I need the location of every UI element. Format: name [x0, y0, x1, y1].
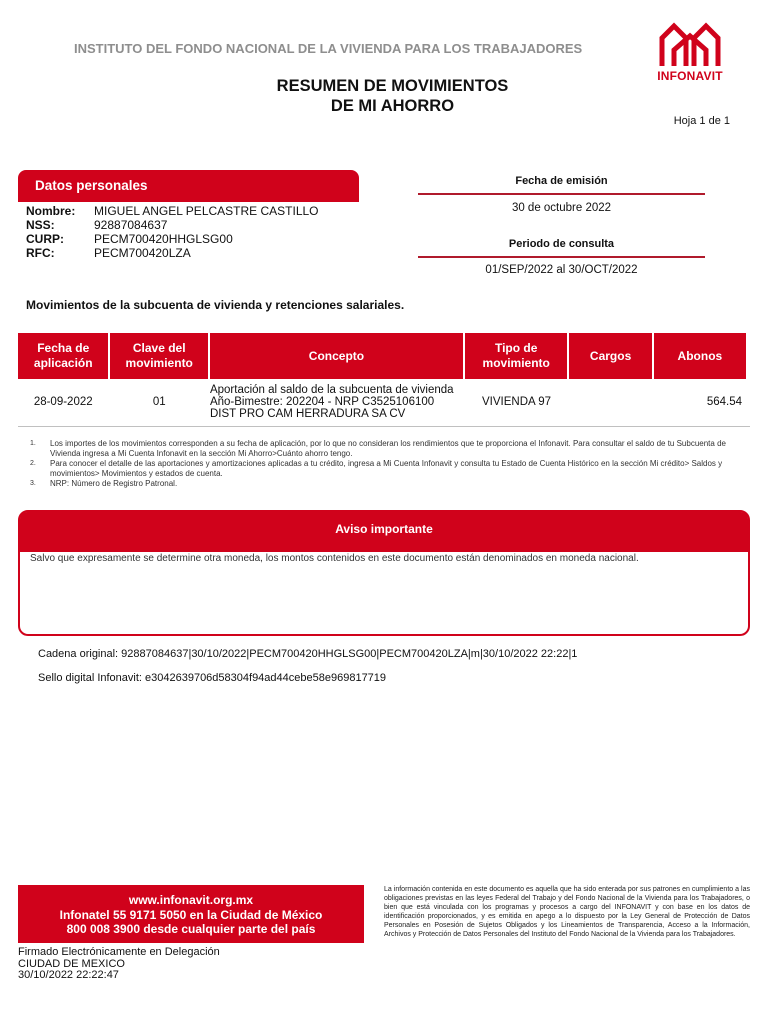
legal-notice: La información contenida en este documento es aquella que ha sido enterada por sus patrones en cumplimiento a las obligaciones previstas en las leyes Federal del Trabajo y del Fondo Nacional de la Vivienda para los Trabajadores, o bien que está vinculada con los programas y procesos a cargo del INFONAVIT y con base en los datos de identificación proporcionados, y es emitida en apego a lo dispuesto por la Ley General de Protección de Datos Personales en Posesión de Sujetos Obligados y los Lineamientos de Transparencia, Acceso a la Información, Archivos y Protección de Datos Personales del Instituto del Fondo Nacional de la Vivienda para los Trabajadores.	[384, 886, 750, 938]
website-link[interactable]: www.infonavit.org.mx	[128, 893, 254, 907]
footnote	[30, 439, 750, 459]
footnote-number: 1.	[30, 440, 36, 447]
footnote-number: 2.	[30, 460, 36, 467]
footnote-text: NRP: Número de Registro Patronal.	[50, 479, 178, 488]
column-header-concepto: Concepto	[210, 333, 463, 379]
digital-seal: Sello digital Infonavit: e3042639706d58304f94ad44cebe58e969817719	[38, 672, 387, 684]
column-header-clave	[110, 333, 208, 379]
phone-cdmx: Infonatel 55 9171 5050 en la Ciudad de México	[59, 907, 323, 922]
movements-table	[16, 333, 748, 425]
contact-box	[18, 885, 364, 943]
field-value: MIGUEL ANGEL PELCASTRE CASTILLO	[94, 204, 319, 218]
title-line-2: DE MI AHORRO	[330, 97, 455, 115]
column-header-cargos: Cargos	[569, 333, 651, 379]
personal-row-nss	[26, 218, 319, 232]
cell-cargos	[569, 379, 651, 425]
cell-concepto	[210, 379, 463, 425]
notice-header: Aviso importante	[20, 512, 748, 552]
divider	[18, 426, 750, 427]
footnotes	[30, 439, 750, 489]
logo-text: INFONAVIT	[657, 69, 723, 83]
emission-date-label: Fecha de emisión	[515, 175, 608, 187]
field-label: CURP:	[26, 232, 64, 246]
movements-section-title: Movimientos de la subcuenta de vivienda y retenciones salariales.	[26, 298, 405, 312]
signature-line: CIUDAD DE MEXICO	[18, 957, 125, 970]
footnote	[30, 459, 750, 479]
header-line: Fecha de	[37, 341, 90, 355]
column-header-fecha	[18, 333, 108, 379]
footnote-number: 3.	[30, 480, 36, 487]
cell-fecha: 28-09-2022	[33, 396, 93, 408]
concepto-line: DIST PRO CAM HERRADURA SA CV	[209, 408, 406, 420]
personal-row-rfc	[26, 246, 319, 260]
field-label: RFC:	[26, 246, 55, 260]
header-line: movimiento	[125, 356, 193, 370]
notice-text: Salvo que expresamente se determine otra moneda, los montos contenidos en este documento están denominados en moneda nacional.	[30, 553, 639, 564]
institute-name: INSTITUTO DEL FONDO NACIONAL DE LA VIVIENDA PARA LOS TRABAJADORES	[74, 41, 583, 56]
period-value: 01/SEP/2022 al 30/OCT/2022	[485, 264, 638, 276]
personal-row-curp	[26, 232, 319, 246]
field-label: NSS:	[26, 218, 55, 232]
header-line: aplicación	[33, 356, 93, 370]
field-value: PECM700420HHGLSG00	[94, 232, 233, 246]
cell-tipo: VIVIENDA 97	[481, 396, 552, 408]
signature-line: 30/10/2022 22:22:47	[18, 969, 119, 981]
column-header-tipo	[465, 333, 567, 379]
cell-clave: 01	[152, 396, 166, 408]
header-line: Tipo de	[494, 341, 538, 355]
header-line: Clave del	[132, 341, 186, 355]
phone-national: 800 008 3900 desde cualquier parte del país	[66, 922, 316, 936]
field-label: Nombre:	[26, 204, 76, 218]
personal-row-nombre	[26, 204, 319, 218]
divider	[418, 256, 705, 258]
table-row	[18, 379, 746, 425]
signature-line: Firmado Electrónicamente en Delegación	[18, 946, 220, 958]
table-header-row	[18, 333, 746, 379]
personal-data-header: Datos personales	[18, 170, 359, 202]
title-line-1: RESUMEN DE MOVIMIENTOS	[276, 77, 509, 95]
electronic-signature	[18, 947, 220, 982]
header-line: movimiento	[482, 356, 550, 370]
important-notice	[18, 510, 750, 636]
concepto-line: Aportación al saldo de la subcuenta de vivienda	[209, 384, 454, 396]
infonavit-logo	[650, 22, 730, 83]
divider	[418, 193, 705, 195]
original-chain: Cadena original: 92887084637|30/10/2022|PECM700420HHGLSG00|PECM700420LZA|m|30/10/2022 22:22|1	[38, 648, 578, 660]
page-number: Hoja 1 de 1	[673, 115, 730, 127]
column-header-abonos: Abonos	[654, 333, 746, 379]
houses-icon	[659, 22, 721, 68]
document-title	[240, 76, 545, 116]
footnote-text: Los importes de los movimientos corresponden a su fecha de aplicación, por lo que no consideran los rendimientos que te proporciona el Infonavit. Para consultar el saldo de tu Subcuenta de Vivienda ingresa a Mi Cuenta Infonavit en la sección Mi Ahorro>Cuánto ahorro tengo.	[50, 439, 726, 458]
field-value: 92887084637	[94, 218, 168, 232]
personal-data	[26, 204, 319, 260]
footnote	[30, 479, 750, 489]
cell-abonos: 564.54	[706, 396, 742, 408]
period-label: Periodo de consulta	[508, 238, 615, 250]
footnote-text: Para conocer el detalle de las aportaciones y amortizaciones aplicadas a tu crédito, ingresa a Mi Cuenta Infonavit y consulta tu Estado de Cuenta Histórico en la sección Mi crédito> Saldos y movimientos> Movimientos y estados de cuenta.	[50, 459, 723, 478]
field-value: PECM700420LZA	[94, 246, 191, 260]
emission-date-value: 30 de octubre 2022	[511, 202, 612, 214]
concepto-line: Año-Bimestre: 202204 - NRP C3525106100	[209, 396, 435, 408]
